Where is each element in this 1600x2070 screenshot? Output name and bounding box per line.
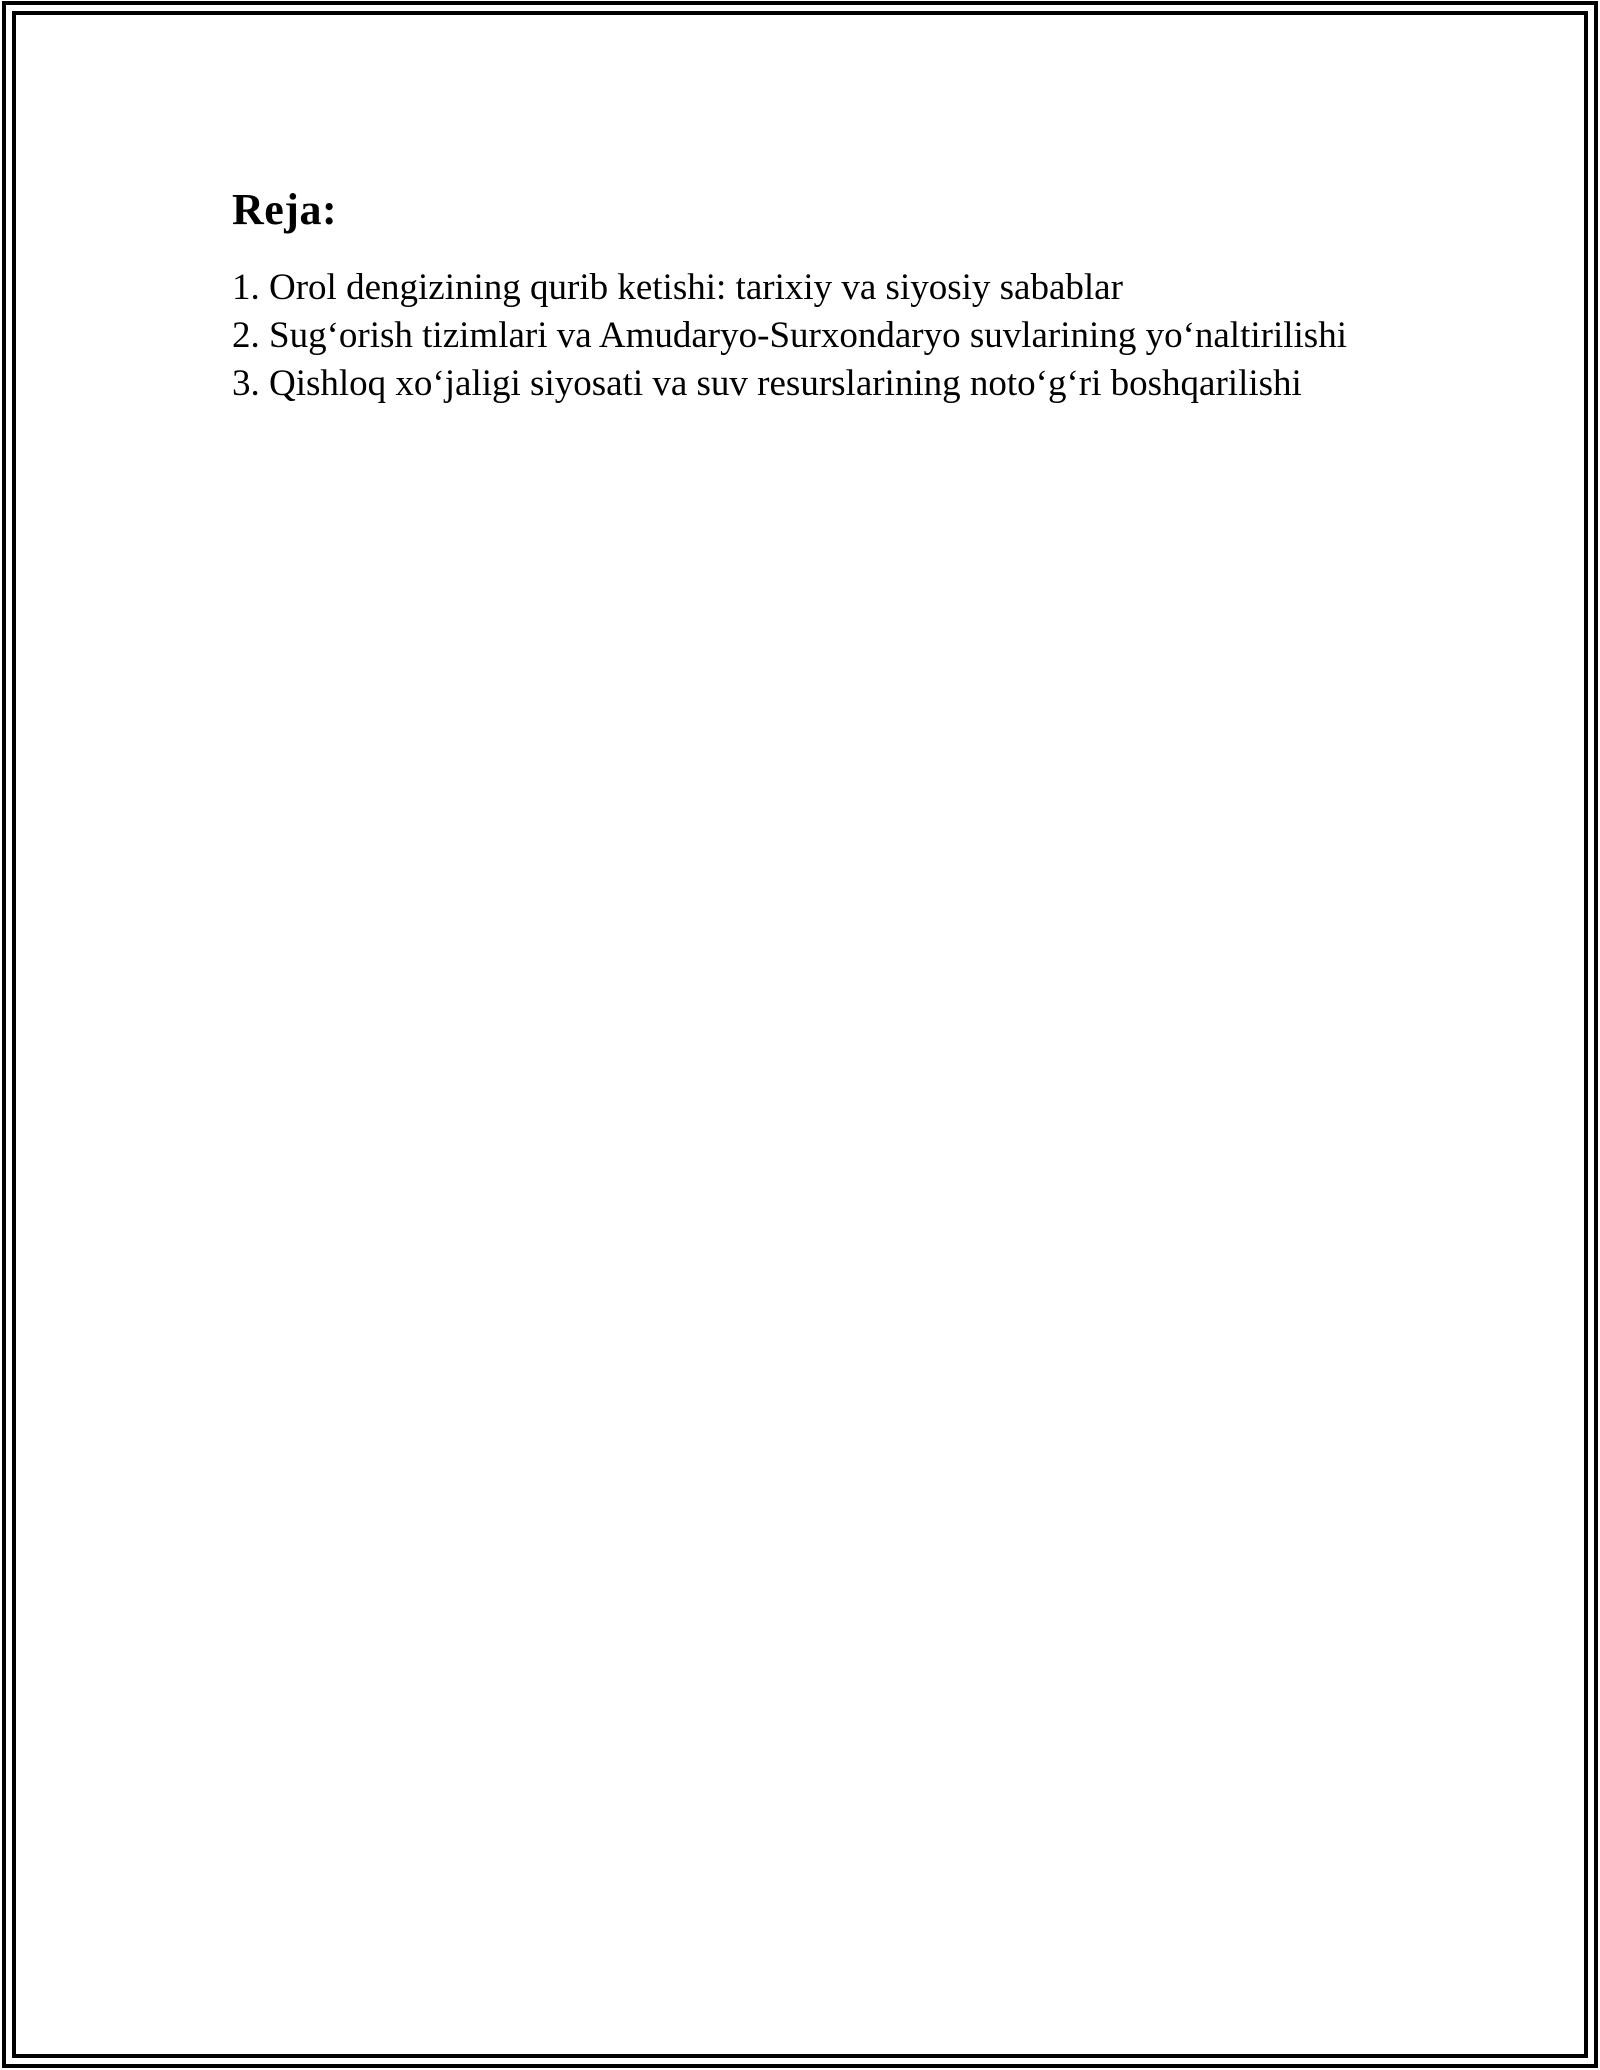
list-item: 3. Qishloq xoʻjaligi siyosati va suv resurslarining notoʻgʻri boshqarilishi	[232, 362, 1302, 404]
page-border-outer	[2, 1, 1598, 2068]
plan-heading: Reja:	[232, 185, 338, 234]
plan-list	[232, 264, 1504, 408]
list-item: 1. Orol dengizining qurib ketishi: tarixiy va siyosiy sabablar	[232, 266, 1123, 308]
list-item: 2. Sugʻorish tizimlari va Amudaryo-Surxondaryo suvlarining yoʻnaltirilishi	[232, 314, 1347, 356]
document-content	[16, 15, 1584, 2054]
page-border-inner	[12, 11, 1588, 2058]
